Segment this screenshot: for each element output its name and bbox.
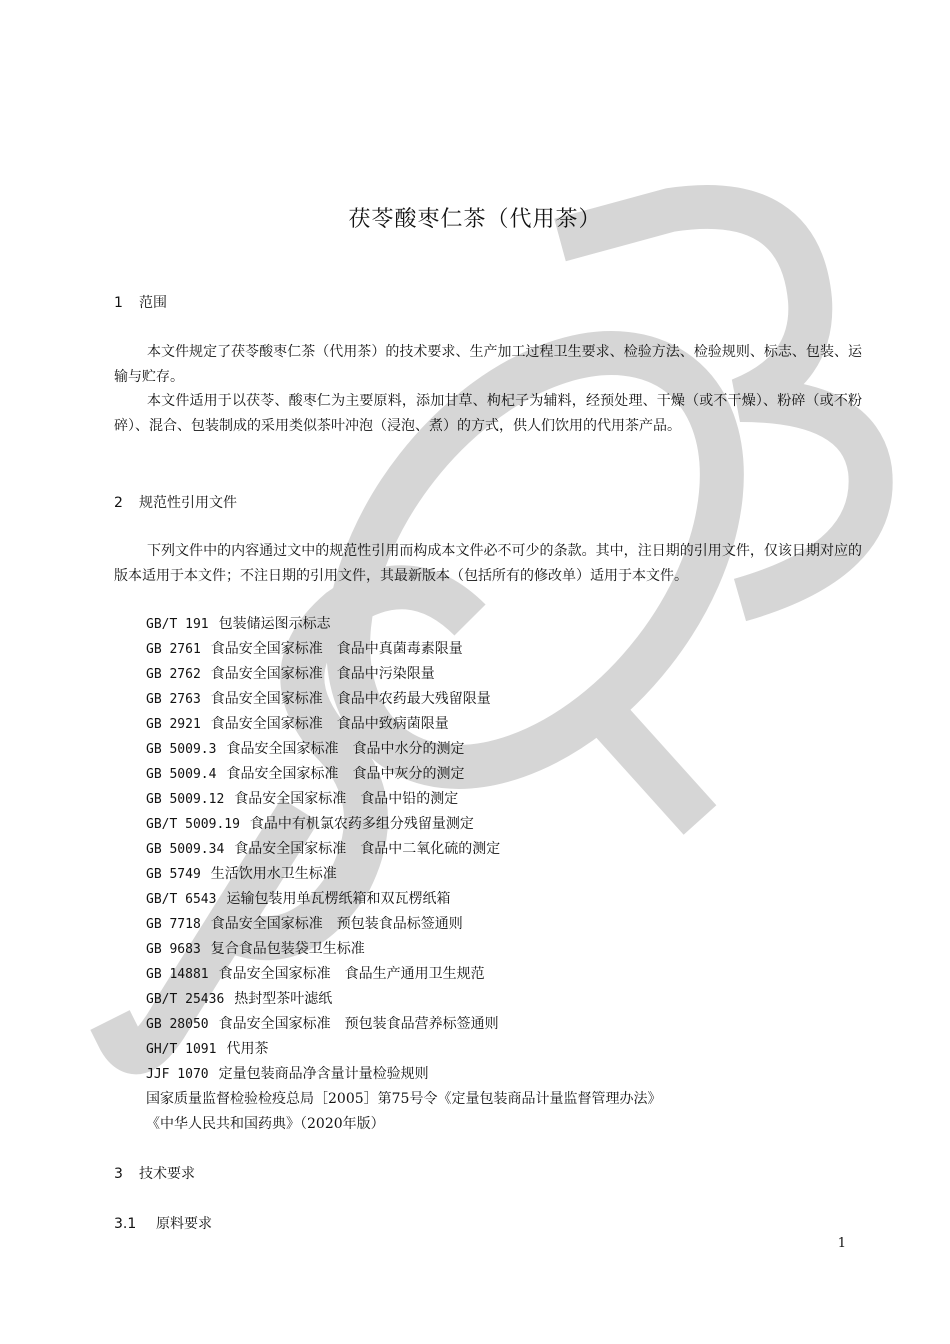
reference-title: 食品安全国家标准 预包装食品标签通则	[210, 916, 463, 932]
reference-code: GB 2761	[146, 642, 201, 657]
reference-item	[146, 837, 661, 862]
reference-code: GB 2921	[146, 717, 201, 732]
reference-code: GH/T 1091	[146, 1042, 217, 1057]
reference-title: 食品中有机氯农药多组分残留量测定	[249, 816, 474, 832]
reference-title: 食品安全国家标准 预包装食品营养标签通则	[218, 1016, 499, 1032]
reference-title: 食品安全国家标准 食品中真菌毒素限量	[210, 641, 463, 657]
reference-item	[146, 912, 661, 937]
section-number: 3	[114, 1166, 123, 1182]
reference-code: GB/T 25436	[146, 992, 225, 1007]
section-title: 技术要求	[139, 1166, 195, 1182]
reference-title: 食品安全国家标准 食品中灰分的测定	[226, 766, 465, 782]
reference-item	[146, 1012, 661, 1037]
reference-title: 国家质量监督检验检疫总局［2005］第75号令《定量包装商品计量监督管理办法》	[146, 1091, 662, 1107]
reference-item	[146, 762, 661, 787]
section-title: 规范性引用文件	[139, 495, 237, 511]
reference-title: 《中华人民共和国药典》（2020年版）	[146, 1116, 385, 1132]
document-title: 茯苓酸枣仁茶（代用茶）	[348, 207, 602, 232]
reference-item	[146, 787, 661, 812]
reference-code: GB 2763	[146, 692, 201, 707]
reference-item	[146, 637, 661, 662]
reference-item	[146, 812, 661, 837]
section-1-heading	[114, 292, 167, 312]
reference-title: 运输包装用单瓦楞纸箱和双瓦楞纸箱	[226, 891, 451, 907]
reference-item	[146, 612, 661, 637]
scope-paragraph-1: 本文件规定了茯苓酸枣仁茶（代用茶）的技术要求、生产加工过程卫生要求、检验方法、检验规则、标志、包装、运输与贮存。	[114, 344, 862, 385]
reference-item	[146, 987, 661, 1012]
reference-code: GB 7718	[146, 917, 201, 932]
reference-item	[146, 1062, 661, 1087]
reference-title: 食品安全国家标准 食品中污染限量	[210, 666, 435, 682]
reference-code: GB 5749	[146, 867, 201, 882]
reference-title: 食品安全国家标准 食品中致病菌限量	[210, 716, 449, 732]
reference-item	[146, 887, 661, 912]
reference-title: 复合食品包装袋卫生标准	[210, 941, 365, 957]
reference-code: GB 5009.4	[146, 767, 217, 782]
reference-title: 定量包装商品净含量计量检验规则	[218, 1066, 429, 1082]
reference-code: GB 5009.3	[146, 742, 217, 757]
reference-code: GB 2762	[146, 667, 201, 682]
reference-title: 代用茶	[226, 1041, 269, 1057]
section-2-heading	[114, 492, 237, 512]
section-number: 3.1	[114, 1216, 137, 1232]
references-intro: 下列文件中的内容通过文中的规范性引用而构成本文件必不可少的条款。其中，注日期的引用文件，仅该日期对应的版本适用于本文件；不注日期的引用文件，其最新版本（包括所有的修改单）适用于本文件。	[114, 543, 862, 584]
reference-title: 食品安全国家标准 食品中农药最大残留限量	[210, 691, 491, 707]
scope-paragraph-2: 本文件适用于以茯苓、酸枣仁为主要原料，添加甘草、枸杞子为辅料，经预处理、干燥（或不干燥）、粉碎（或不粉碎）、混合、包装制成的采用类似茶叶冲泡（浸泡、煮）的方式，供人们饮用的代用茶产品。	[114, 393, 862, 434]
reference-title: 食品安全国家标准 食品中水分的测定	[226, 741, 465, 757]
reference-code: GB/T 191	[146, 617, 209, 632]
reference-title: 食品安全国家标准 食品中铅的测定	[234, 791, 459, 807]
section-title: 范围	[139, 295, 167, 311]
reference-item	[146, 1087, 661, 1112]
page-number: 1	[837, 1236, 846, 1251]
reference-title: 热封型茶叶滤纸	[234, 991, 333, 1007]
reference-code: GB 5009.12	[146, 792, 225, 807]
reference-code: GB/T 6543	[146, 892, 217, 907]
reference-item	[146, 1037, 661, 1062]
reference-item	[146, 962, 661, 987]
reference-title: 包装储运图示标志	[218, 616, 331, 632]
reference-item	[146, 937, 661, 962]
reference-item	[146, 687, 661, 712]
reference-code: GB 14881	[146, 967, 209, 982]
reference-list	[146, 612, 661, 1137]
reference-item	[146, 662, 661, 687]
reference-item	[146, 862, 661, 887]
reference-item	[146, 737, 661, 762]
reference-code: GB 28050	[146, 1017, 209, 1032]
section-number: 1	[114, 295, 123, 311]
reference-code: JJF 1070	[146, 1067, 209, 1082]
reference-item	[146, 1112, 661, 1137]
section-number: 2	[114, 495, 123, 511]
section-3-heading	[114, 1163, 195, 1183]
reference-code: GB/T 5009.19	[146, 817, 240, 832]
reference-code: GB 9683	[146, 942, 201, 957]
reference-title: 食品安全国家标准 食品生产通用卫生规范	[218, 966, 485, 982]
reference-code: GB 5009.34	[146, 842, 225, 857]
reference-title: 食品安全国家标准 食品中二氧化硫的测定	[234, 841, 501, 857]
section-3-1-heading	[114, 1213, 212, 1233]
reference-item	[146, 712, 661, 737]
reference-title: 生活饮用水卫生标准	[210, 866, 337, 882]
section-title: 原料要求	[156, 1216, 212, 1232]
